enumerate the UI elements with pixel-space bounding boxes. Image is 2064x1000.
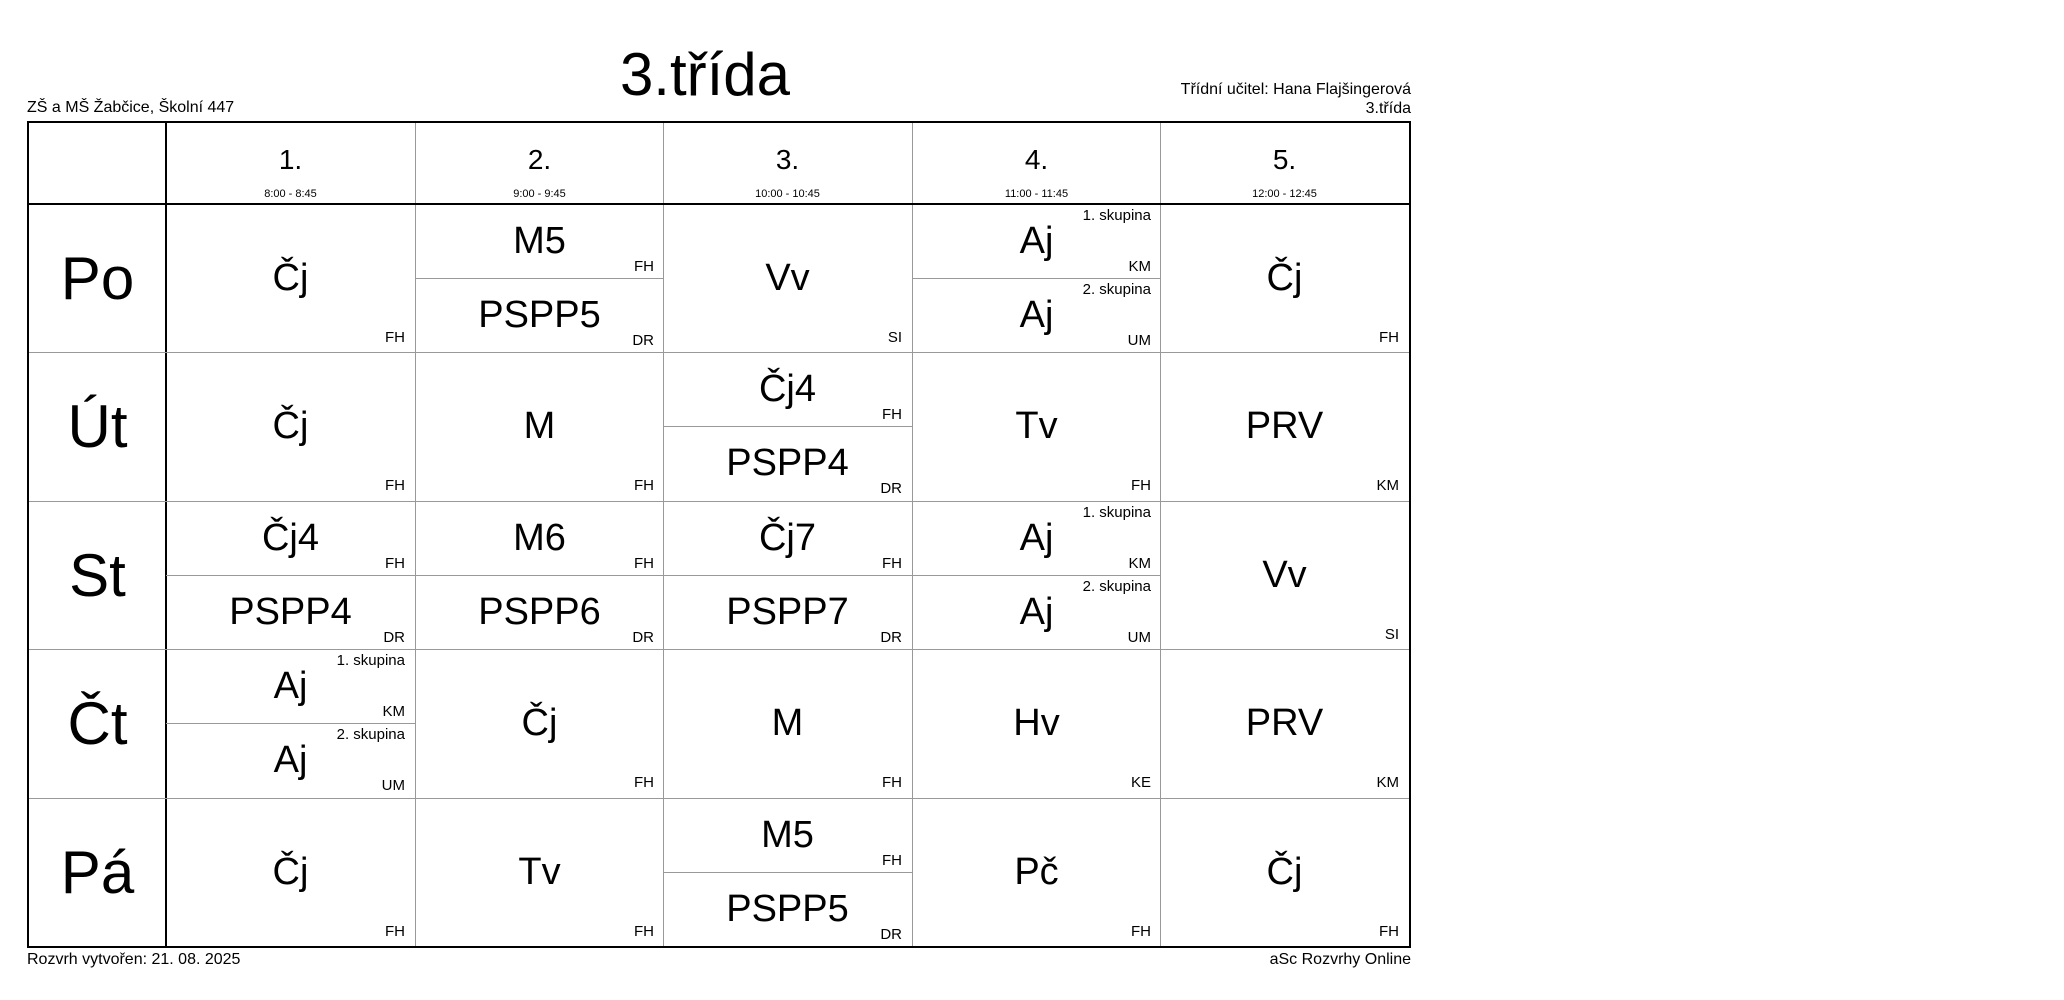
lesson-part[interactable]	[912, 575, 1161, 649]
lesson-subject: Vv	[1262, 553, 1307, 596]
lesson-subject: PRV	[1245, 701, 1324, 744]
split-divider	[166, 575, 415, 576]
lesson-subject: Čj	[521, 701, 558, 744]
lesson-subject: Aj	[273, 738, 308, 781]
lesson-subject: Čj	[272, 404, 309, 447]
lesson-group: 2. skupina	[1082, 281, 1151, 298]
lesson-cell[interactable]	[415, 798, 664, 946]
lesson-cell[interactable]	[415, 352, 664, 500]
lesson-part[interactable]	[912, 278, 1161, 352]
lesson-subject: Čj7	[758, 516, 817, 559]
lesson-teacher: KE	[1130, 774, 1151, 791]
lesson-teacher: UM	[381, 777, 405, 794]
lesson-part[interactable]	[166, 575, 415, 649]
class-teacher-info	[1181, 80, 1411, 118]
lesson-teacher: KM	[1128, 258, 1151, 275]
lesson-cell[interactable]	[912, 352, 1161, 500]
lesson-part[interactable]	[663, 352, 912, 426]
lesson-subject: Čj	[1266, 850, 1303, 893]
lesson-teacher: FH	[882, 852, 902, 869]
lesson-subject: Hv	[1013, 701, 1060, 744]
lesson-subject: Aj	[1019, 219, 1054, 262]
lesson-subject: Vv	[765, 256, 810, 299]
lesson-teacher: DR	[880, 480, 902, 497]
period-time: 12:00 - 12:45	[1252, 188, 1317, 200]
lesson-part[interactable]	[415, 501, 664, 575]
lesson-subject: Tv	[518, 850, 561, 893]
lesson-part[interactable]	[166, 649, 415, 723]
lesson-teacher: FH	[634, 774, 654, 791]
lesson-part[interactable]	[663, 872, 912, 946]
lesson-teacher: FH	[385, 555, 405, 572]
lesson-teacher: SI	[1384, 626, 1399, 643]
lesson-teacher: FH	[882, 555, 902, 572]
lesson-teacher: FH	[385, 477, 405, 494]
lesson-subject: PRV	[1245, 404, 1324, 447]
lesson-cell[interactable]	[912, 798, 1161, 946]
lesson-part[interactable]	[663, 798, 912, 872]
split-divider	[663, 575, 912, 576]
lesson-group: 2. skupina	[1082, 578, 1151, 595]
lesson-subject: Aj	[1019, 590, 1054, 633]
period-header-1	[166, 123, 415, 204]
lesson-subject: PSPP6	[478, 590, 601, 633]
period-number: 3.	[775, 144, 800, 175]
lesson-teacher: SI	[887, 329, 902, 346]
lesson-cell[interactable]	[1160, 649, 1409, 797]
lesson-subject: M5	[513, 219, 566, 262]
period-time: 10:00 - 10:45	[755, 188, 820, 200]
lesson-cell[interactable]	[912, 649, 1161, 797]
lesson-part[interactable]	[415, 278, 664, 352]
split-divider	[663, 872, 912, 873]
created-date: Rozvrh vytvořen: 21. 08. 2025	[27, 951, 241, 968]
lesson-teacher: KM	[382, 703, 405, 720]
period-header-4	[912, 123, 1161, 204]
lesson-subject: PSPP5	[726, 887, 849, 930]
lesson-teacher: FH	[634, 477, 654, 494]
lesson-subject: Aj	[1019, 293, 1054, 336]
period-time: 8:00 - 8:45	[264, 188, 317, 200]
lesson-cell[interactable]	[166, 798, 415, 946]
lesson-cell[interactable]	[1160, 352, 1409, 500]
split-divider	[912, 575, 1161, 576]
lesson-cell[interactable]	[912, 204, 1161, 352]
day-label-4	[29, 798, 166, 946]
lesson-part[interactable]	[663, 501, 912, 575]
lesson-subject: PSPP4	[726, 441, 849, 484]
lesson-cell[interactable]	[166, 649, 415, 797]
lesson-teacher: FH	[634, 923, 654, 940]
lesson-part[interactable]	[415, 204, 664, 278]
lesson-part[interactable]	[415, 575, 664, 649]
lesson-cell[interactable]	[1160, 204, 1409, 352]
page-title: 3.třída	[619, 41, 791, 108]
class-teacher: Třídní učitel: Hana Flajšingerová	[1180, 81, 1411, 98]
lesson-part[interactable]	[166, 501, 415, 575]
lesson-subject: Čj	[1266, 256, 1303, 299]
lesson-teacher: UM	[1127, 332, 1151, 349]
lesson-teacher: FH	[882, 406, 902, 423]
split-divider	[912, 278, 1161, 279]
split-divider	[166, 723, 415, 724]
lesson-teacher: KM	[1376, 477, 1399, 494]
school-name: ZŠ a MŠ Žabčice, Školní 447	[27, 99, 235, 116]
period-number: 1.	[278, 144, 303, 175]
split-divider	[415, 278, 664, 279]
period-header-2	[415, 123, 664, 204]
day-name: Út	[67, 392, 128, 460]
lesson-teacher: KM	[1376, 774, 1399, 791]
period-header-5	[1160, 123, 1409, 204]
lesson-teacher: KM	[1128, 555, 1151, 572]
lesson-teacher: FH	[1131, 923, 1151, 940]
lesson-subject: Čj	[272, 850, 309, 893]
lesson-group: 1. skupina	[336, 652, 405, 669]
lesson-subject: Pč	[1014, 850, 1059, 893]
lesson-subject: PSPP5	[478, 293, 601, 336]
lesson-cell[interactable]	[663, 501, 912, 649]
lesson-cell[interactable]	[663, 649, 912, 797]
lesson-cell[interactable]	[663, 798, 912, 946]
day-label-2	[29, 501, 166, 649]
day-label-1	[29, 352, 166, 500]
lesson-teacher: FH	[385, 329, 405, 346]
lesson-cell[interactable]	[415, 501, 664, 649]
lesson-cell[interactable]	[166, 352, 415, 500]
lesson-cell[interactable]	[912, 501, 1161, 649]
footer-brand: aSc Rozvrhy Online	[1269, 951, 1411, 968]
lesson-group: 1. skupina	[1082, 504, 1151, 521]
lesson-cell[interactable]	[415, 649, 664, 797]
class-name: 3.třída	[1365, 100, 1411, 117]
lesson-part[interactable]	[912, 501, 1161, 575]
lesson-part[interactable]	[663, 575, 912, 649]
lesson-cell[interactable]	[663, 204, 912, 352]
lesson-cell[interactable]	[166, 204, 415, 352]
lesson-teacher: FH	[882, 774, 902, 791]
period-time: 9:00 - 9:45	[513, 188, 566, 200]
lesson-subject: Čj	[272, 256, 309, 299]
day-name: Pá	[60, 838, 135, 906]
lesson-teacher: UM	[1127, 629, 1151, 646]
timetable-grid	[27, 121, 1411, 948]
lesson-part[interactable]	[663, 426, 912, 500]
lesson-teacher: DR	[880, 629, 902, 646]
lesson-cell[interactable]	[663, 352, 912, 500]
lesson-subject: Čj4	[758, 367, 817, 410]
lesson-teacher: FH	[634, 555, 654, 572]
lesson-cell[interactable]	[415, 204, 664, 352]
lesson-teacher: FH	[634, 258, 654, 275]
lesson-cell[interactable]	[1160, 501, 1409, 649]
lesson-subject: PSPP7	[726, 590, 849, 633]
period-header-3	[663, 123, 912, 204]
lesson-group: 2. skupina	[336, 726, 405, 743]
day-name: Čt	[67, 689, 128, 757]
period-number: 4.	[1024, 144, 1049, 175]
lesson-subject: Čj4	[261, 516, 320, 559]
lesson-subject: Tv	[1015, 404, 1058, 447]
lesson-subject: PSPP4	[229, 590, 352, 633]
lesson-teacher: FH	[1379, 329, 1399, 346]
day-label-0	[29, 204, 166, 352]
lesson-subject: M5	[761, 813, 814, 856]
period-time: 11:00 - 11:45	[1004, 188, 1069, 200]
lesson-cell[interactable]	[1160, 798, 1409, 946]
lesson-teacher: DR	[632, 332, 654, 349]
period-number: 2.	[527, 144, 552, 175]
lesson-part[interactable]	[166, 723, 415, 797]
day-name: Po	[60, 244, 135, 312]
lesson-subject: M	[771, 701, 804, 744]
day-name: St	[69, 541, 126, 609]
lesson-subject: M6	[513, 516, 566, 559]
lesson-teacher: DR	[632, 629, 654, 646]
lesson-teacher: FH	[385, 923, 405, 940]
split-divider	[663, 426, 912, 427]
lesson-group: 1. skupina	[1082, 207, 1151, 224]
lesson-subject: Aj	[1019, 516, 1054, 559]
lesson-teacher: DR	[880, 926, 902, 943]
lesson-subject: M	[523, 404, 556, 447]
lesson-part[interactable]	[912, 204, 1161, 278]
lesson-cell[interactable]	[166, 501, 415, 649]
period-number: 5.	[1272, 144, 1297, 175]
lesson-teacher: FH	[1379, 923, 1399, 940]
lesson-subject: Aj	[273, 664, 308, 707]
day-label-3	[29, 649, 166, 797]
split-divider	[415, 575, 664, 576]
lesson-teacher: DR	[383, 629, 405, 646]
lesson-teacher: FH	[1131, 477, 1151, 494]
